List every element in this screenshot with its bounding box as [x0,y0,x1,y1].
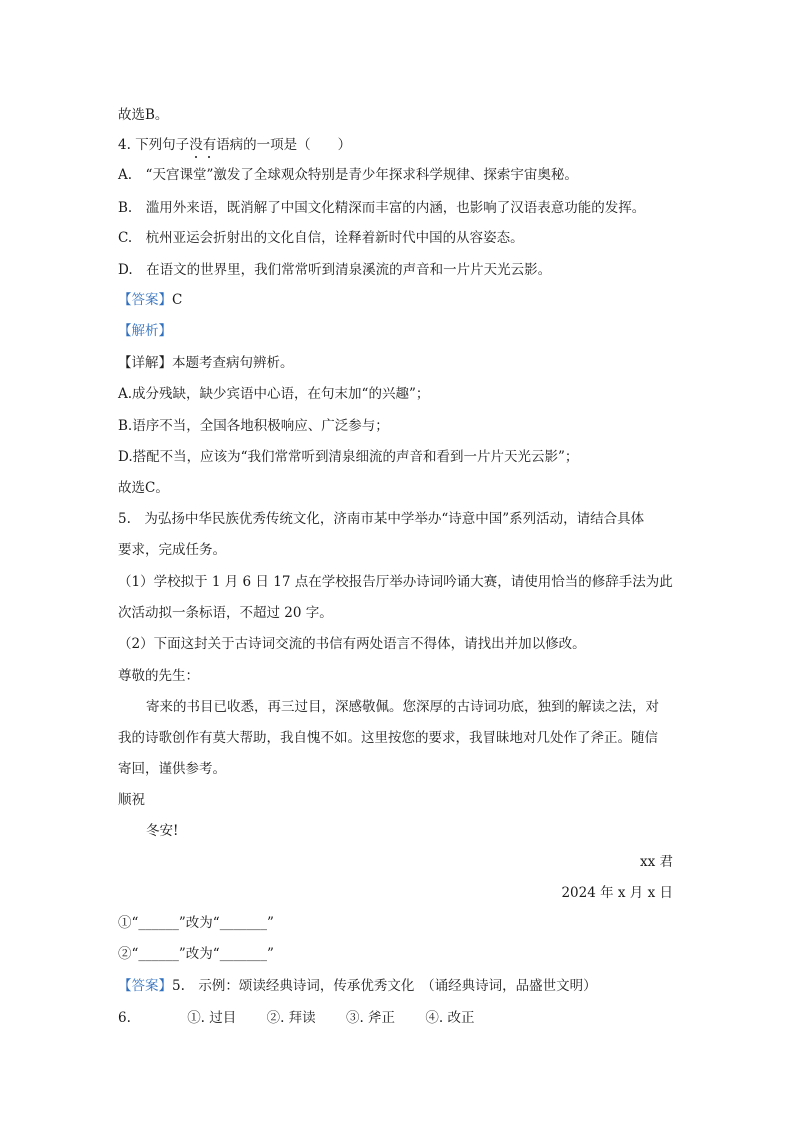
q4-option-b: B. 滥用外来语，既消解了中国文化精深而丰富的内涵，也影响了汉语表意功能的发挥。 [118,200,646,216]
q4-analysis-d: D.搭配不当，应该为“我们常常听到清泉细流的声音和看到一片片天光云影”； [118,449,579,465]
q4-stem-pre: 下列句子 [135,137,190,153]
q4-emphasis-char-1: 没 [189,137,203,153]
q4-option-a: A. “天宫课堂”激发了全球观众特别是青少年探求科学规律、探索宇宙奥秘。 [118,167,578,183]
letter-body-line-1: 寄来的书目已收悉，再三过目，深感敬佩。您深厚的古诗词功底，独到的解读之法，对 [146,699,659,715]
q6-item-2: ②. 拜读 [266,1010,316,1026]
q4-detail-tag: 【详解】 [118,355,172,371]
q4-detail-text: 本题考查病句辨析。 [172,355,294,371]
q4-option-c: C. 杭州亚运会折射出的文化自信，诠释着新时代中国的从容姿态。 [118,230,524,246]
q4-answer-value: C [172,292,183,308]
q4-stem-post: 语病的一项是（ ） [216,137,352,153]
q6-number: 6. [118,1010,131,1026]
q5-answer-tag: 【答案】 [118,978,172,994]
q5-blank-1: ①“______”改为“_______” [118,915,274,931]
q6-answer-row [118,1009,474,1027]
letter-body-line-3: 寄回，谨供参考。 [118,761,226,777]
prev-conclusion: 故选B。 [118,107,169,123]
q4-option-d: D. 在语文的世界里，我们常常听到清泉溪流的声音和一片片天光云影。 [118,262,552,278]
q5-task1-line-2: 次活动拟一条标语，不超过 20 字。 [118,605,333,621]
q4-number: 4. [118,137,131,153]
q5-task1-line-1: （1）学校拟于 1 月 6 日 17 点在学校报告厅举办诗词吟诵大赛，请使用恰当的修辞手法为此 [118,574,673,590]
q4-stem [118,136,351,154]
q6-item-1: ①. 过目 [187,1010,237,1026]
q4-conclusion: 故选C。 [118,480,169,496]
q5-stem-line-2: 要求，完成任务。 [118,542,226,558]
q6-item-4: ④. 改正 [425,1010,475,1026]
letter-greeting: 尊敬的先生： [118,668,199,684]
letter-closing-2: 冬安! [146,823,179,839]
q4-analysis-a: A.成分残缺，缺少宾语中心语，在句末加“的兴趣”； [118,386,430,402]
q5-answer-text: 5. 示例：颂读经典诗词，传承优秀文化 （诵经典诗词，品盛世文明） [172,978,597,994]
q4-answer [118,291,182,309]
q5-blank-2: ②“______”改为“_______” [118,946,274,962]
q4-answer-tag: 【答案】 [118,292,172,308]
q5-task2: （2）下面这封关于古诗词交流的书信有两处语言不得体，请找出并加以修改。 [118,636,586,652]
letter-signature: xx 君 [639,854,673,870]
q4-emphasis-char-2: 有 [202,137,217,153]
letter-closing-1: 顺祝 [118,792,145,808]
q5-answer [118,977,597,995]
q4-analysis-b: B.语序不当，全国各地积极响应、广泛参与； [118,418,389,434]
q4-analysis-tag: 【解析】 [118,323,172,339]
q6-item-3: ③. 斧正 [345,1010,396,1026]
q4-detail [118,354,294,372]
letter-body-line-2: 我的诗歌创作有莫大帮助，我自愧不如。这里按您的要求，我冒昧地对几处作了斧正。随信 [118,730,658,746]
q5-stem-line-1: 5. 为弘扬中华民族优秀传统文化，济南市某中学举办“诗意中国”系列活动，请结合具体 [118,511,645,527]
letter-date: 2024 年 x 月 x 日 [561,885,673,901]
